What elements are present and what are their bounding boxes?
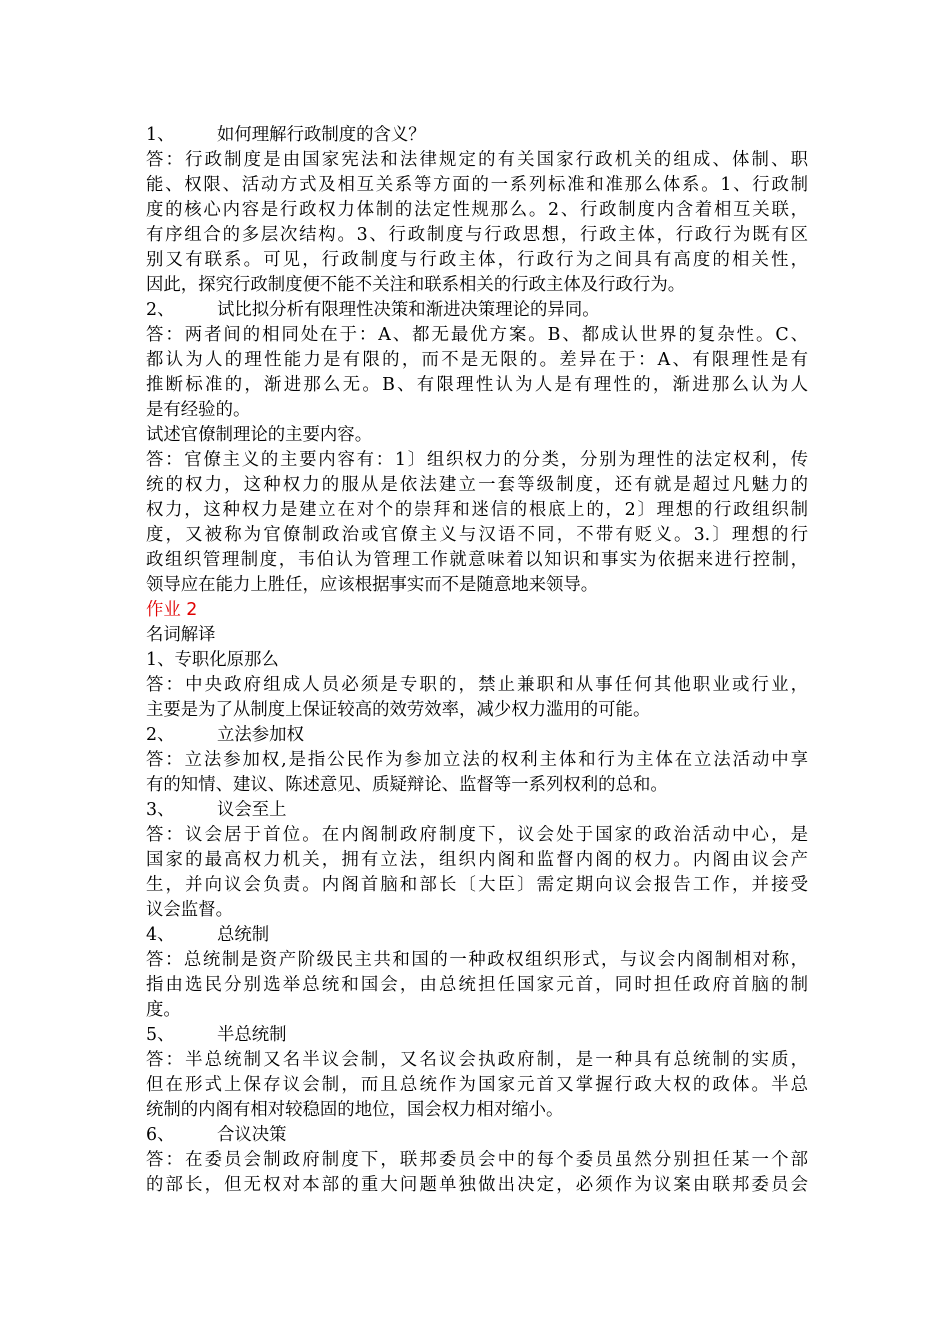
answer-line: 有的知情、建议、陈述意见、质疑辩论、监督等一系列权利的总和。 <box>146 775 668 795</box>
term-6-answer <box>146 1148 808 1198</box>
answer-3 <box>146 448 808 598</box>
question-title: 如何理解行政制度的含义？ <box>217 125 426 145</box>
assignment-heading: 作业 2 <box>146 600 198 620</box>
term-3-answer <box>146 823 808 923</box>
section-title: 名词解译 <box>146 625 216 645</box>
answer-line: 都认为人的理性能力是有限的，而不是无限的。差异在于：A、有限理性是有 <box>146 350 808 370</box>
answer-line: 度。 <box>146 1000 181 1020</box>
question-2-heading <box>146 298 808 323</box>
answer-line: 答：立法参加权,是指公民作为参加立法的权利主体和行为主体在立法活动中享 <box>146 750 808 770</box>
answer-line: 有序组合的多层次结构。3、行政制度与行政思想，行政主体，行政行为既有区 <box>146 225 808 245</box>
term-number: 4、 <box>146 925 175 945</box>
answer-line: 答：两者间的相同处在于：A、都无最优方案。B、都成认世界的复杂性。C、 <box>146 325 808 345</box>
term-5-heading <box>146 1023 808 1048</box>
term-title: 总统制 <box>217 925 270 945</box>
term-title: 合议决策 <box>217 1125 287 1145</box>
term-number: 6、 <box>146 1125 175 1145</box>
answer-line: 答：行政制度是由国家宪法和法律规定的有关国家行政机关的组成、体制、职 <box>146 150 808 170</box>
answer-line: 能、权限、活动方式及相互关系等方面的一系列标准和准那么体系。1、行政制 <box>146 175 808 195</box>
answer-line: 答：官僚主义的主要内容有：1〕组织权力的分类，分别为理性的法定权利，传 <box>146 450 808 470</box>
answer-line: 因此，探究行政制度便不能不关注和联系相关的行政主体及行政行为。 <box>146 275 686 295</box>
term-title: 议会至上 <box>217 800 287 820</box>
answer-line: 生，并向议会负责。内阁首脑和部长〔大臣〕需定期向议会报告工作，并接受 <box>146 875 808 895</box>
answer-line: 政组织管理制度，韦伯认为管理工作就意味着以知识和事实为依据来进行控制， <box>146 550 808 570</box>
term-title: 半总统制 <box>217 1025 287 1045</box>
question-number: 2、 <box>146 300 175 320</box>
answer-line: 议会监督。 <box>146 900 233 920</box>
answer-line: 但在形式上保存议会制，而且总统作为国家元首又掌握行政大权的政体。半总 <box>146 1075 808 1095</box>
term-1-title: 1、专职化原那么 <box>146 650 279 670</box>
term-4-heading <box>146 923 808 948</box>
answer-line: 是有经验的。 <box>146 400 251 420</box>
answer-line: 主要是为了从制度上保证较高的效劳效率，减少权力滥用的可能。 <box>146 700 651 720</box>
term-2-heading <box>146 723 808 748</box>
term-5-answer <box>146 1048 808 1123</box>
answer-line: 国家的最高权力机关，拥有立法，组织内阁和监督内阁的权力。内阁由议会产 <box>146 850 808 870</box>
term-3-heading <box>146 798 808 823</box>
term-1-answer <box>146 673 808 723</box>
answer-line: 答：总统制是资产阶级民主共和国的一种政权组织形式，与议会内阁制相对称， <box>146 950 808 970</box>
term-number: 5、 <box>146 1025 175 1045</box>
answer-2 <box>146 323 808 423</box>
answer-line: 指由选民分别选举总统和国会，由总统担任国家元首，同时担任政府首脑的制 <box>146 975 808 995</box>
term-6-heading <box>146 1123 808 1148</box>
answer-line: 的部长，但无权对本部的重大问题单独做出决定，必须作为议案由联邦委员会 <box>146 1175 808 1195</box>
term-number: 3、 <box>146 800 175 820</box>
answer-1 <box>146 148 808 298</box>
answer-line: 权力，这种权力是建立在对个的崇拜和迷信的根底上的，2〕理想的行政组织制 <box>146 500 808 520</box>
question-3-heading: 试述官僚制理论的主要内容。 <box>146 425 373 445</box>
document-page <box>146 123 808 1198</box>
question-1-heading <box>146 123 808 148</box>
term-title: 立法参加权 <box>217 725 304 745</box>
answer-line: 答：议会居于首位。在内阁制政府制度下，议会处于国家的政治活动中心，是 <box>146 825 808 845</box>
answer-line: 答：半总统制又名半议会制，又名议会执政府制，是一种具有总统制的实质， <box>146 1050 808 1070</box>
answer-line: 领导应在能力上胜任，应该根据事实而不是随意地来领导。 <box>146 575 599 595</box>
answer-line: 答：中央政府组成人员必须是专职的，禁止兼职和从事任何其他职业或行业， <box>146 675 808 695</box>
answer-line: 度的核心内容是行政权力体制的法定性规那么。2、行政制度内含着相互关联， <box>146 200 808 220</box>
answer-line: 别又有联系。可见，行政制度与行政主体，行政行为之间具有高度的相关性， <box>146 250 808 270</box>
answer-line: 度，又被称为官僚制政治或官僚主义与汉语不同，不带有贬义。3.〕理想的行 <box>146 525 808 545</box>
answer-line: 统制的内阁有相对较稳固的地位，国会权力相对缩小。 <box>146 1100 564 1120</box>
question-title: 试比拟分析有限理性决策和渐进决策理论的异同。 <box>217 300 600 320</box>
question-number: 1、 <box>146 125 175 145</box>
term-2-answer <box>146 748 808 798</box>
answer-line: 统的权力，这种权力的服从是依法建立一套等级制度，还有就是超过凡魅力的 <box>146 475 808 495</box>
term-number: 2、 <box>146 725 175 745</box>
term-4-answer <box>146 948 808 1023</box>
answer-line: 推断标准的，渐进那么无。B、有限理性认为人是有理性的，渐进那么认为人 <box>146 375 808 395</box>
answer-line: 答：在委员会制政府制度下，联邦委员会中的每个委员虽然分别担任某一个部 <box>146 1150 808 1170</box>
